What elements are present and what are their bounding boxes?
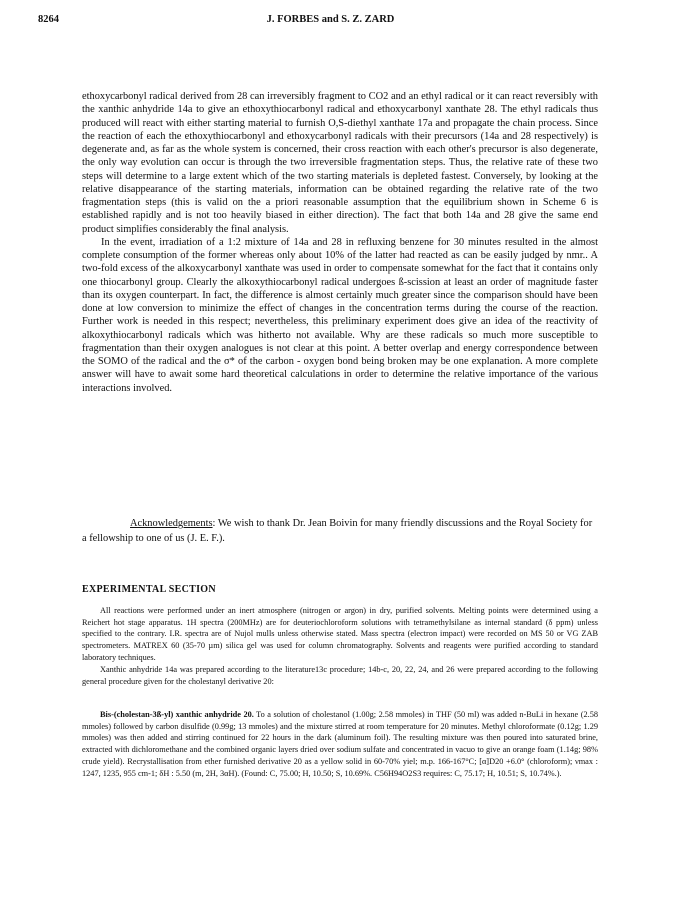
- acknowledgements-label: Acknowledgements: [130, 518, 213, 529]
- experimental-paragraph-3: [82, 709, 598, 779]
- experimental-paragraph-1: [82, 605, 598, 664]
- running-head: J. FORBES and S. Z. ZARD: [266, 14, 395, 25]
- exp-procedure-text: Xanthic anhydride 14a was prepared according to the literature13c procedure; 14b-c, 20, 22, 24, and 26 were prepared according to the following general procedure given for the cholestanyl derivative 20:: [82, 665, 598, 686]
- page-number: 8264: [38, 14, 59, 25]
- page-header: [38, 14, 623, 32]
- acknowledgements-text: : We wish to thank Dr. Jean Boivin for many friendly discussions and the Royal Society for a fellowship to one of us (J. E. F.).: [82, 518, 593, 544]
- body-paragraph-1: ethoxycarbonyl radical derived from 28 can irreversibly fragment to CO2 and an ethyl radical or it can react reversibly with the xanthic anhydride 14a to give an ethoxythiocarbonyl radical and ethoxycarbonyl xanthate 28. The ethyl radicals thus produced will react with either starting material to furnish O,S-diethyl xanthate 17a and propagate the chain process. Since the reaction of each the ethoxythiocarbonyl and ethoxycarbonyl radicals with their precursors (14a and 28 respectively) is degenerate and, as far as the whole system is concerned, their cross reaction with each other's precursor is also degenerate, the only way evolution can occur is through the two irreversible fragmentation steps. Thus, the relative rate of these two steps will determine to a large extent which of the two starting materials is depleted fastest. Conversely, by looking at the relative disappearance of the starting materials, information can be obtained regarding the relative rate of the two fragmentation steps (this is valid on the a priori reasonable assumption that the equilibrium shown in Scheme 6 is established rapidly and is not too heavily biased in either direction). The fact that both 14a and 28 give the same end product simplifies considerably the final analysis.: [82, 91, 598, 235]
- exp-general-text: All reactions were performed under an inert atmosphere (nitrogen or argon) in dry, purified solvents. Melting points were determined using a Reichert hot stage apparatus. 1H spectra (200MHz) are for deuteriochloroform solutions with tetramethylsilane as internal standard (δ ppm) unless specified to the contrary. I.R. spectra are of Nujol mulls unless otherwise stated. Mass spectra (electron impact) were recorded on MS 50 or VG ZAB spectrometers. MATREX 60 (35-70 µm) silica gel was used for column chromatography. Solvents and reagents were purified according to standard laboratory techniques.: [82, 606, 598, 662]
- compound-title: Bis-(cholestan-3ß-yl) xanthic anhydride 20.: [100, 710, 254, 719]
- main-text: [82, 90, 598, 395]
- experimental-paragraph-2: [82, 664, 598, 687]
- body-paragraph-2: In the event, irradiation of a 1:2 mixture of 14a and 28 in refluxing benzene for 30 minutes resulted in the almost complete consumption of the former whereas only about 10% of the latter had reacted as can be easily judged by nmr.. A two-fold excess of the alkoxycarbonyl xanthate was used in order to compensate somewhat for the fact that it contains only one thiocarbonyl group. Clearly the alkoxythiocarbonyl radical undergoes ß-scission at least an order of magnitude faster than its oxygen counterpart. In fact, the difference is almost certainly much greater since the comparison should have been done at low conversion to minimize the effect of changes in the concentration terms during the course of the reaction. Further work is needed in this respect; nevertheless, this preliminary experiment does give an idea of the reactivity of alkoxythiocarbonyl radicals which was hitherto not available. Why are these radicals so much more susceptible to fragmentation than their oxygen analogues is not clear at this point. A better overlap and energy correspondence between the SOMO of the radical and the σ* of the carbon - oxygen bond being broken may be one explanation. A more complete answer will have to await some hard theoretical calculations in order to determine the relative importance of the various interactions involved.: [82, 236, 598, 394]
- section-heading: EXPERIMENTAL SECTION: [82, 584, 216, 595]
- compound-procedure: To a solution of cholestanol (1.00g; 2.58 mmoles) in THF (50 ml) was added n-BuLi in hexane (2.58 mmoles) followed by carbon disulfide (0.99g; 13 mmoles) and the mixture stirred at room temperature for 20 minutes. Methyl chloroformate (0.12g; 1.29 mmoles) was then added and stirring continued for 22 hours in the dark (aluminum foil). The resulting mixture was then poured into saturated brine, extracted with dichloromethane and the combined organic layers dried over sodium sulfate and concentrated in vacuo to give an orange foam (1.14g; 98% crude yield). Recrystallisation from ether furnished derivative 20 as a yellow solid in 60-70% yiel; m.p. 166-167°C; [α]D20 +6.0° (chloroform); νmax : 1247, 1235, 955 cm-1; δH : 5.50 (m, 2H, 3αH). (Found: C, 75.00; H, 10.50; S, 10.69%. C56H94O2S3 requires: C, 75.17; H, 10.51; S, 10.74%.).: [82, 710, 598, 778]
- acknowledgements: [82, 516, 598, 546]
